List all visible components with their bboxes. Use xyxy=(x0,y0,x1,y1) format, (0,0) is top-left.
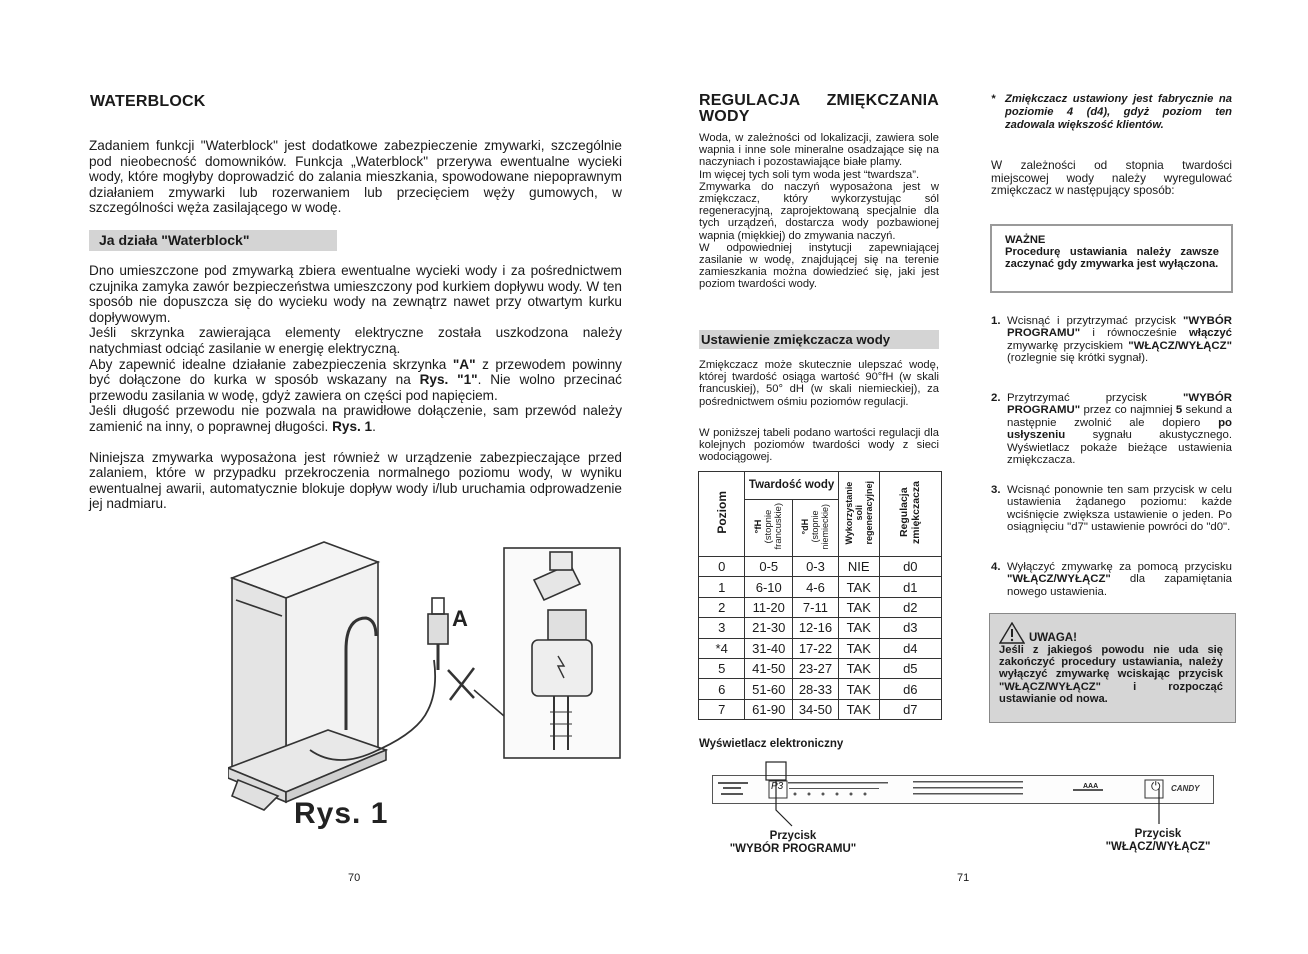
cell-dh: 17-22 xyxy=(793,638,839,658)
th-fh: °fH (stopnie francuskie) xyxy=(745,500,793,557)
table-row xyxy=(699,557,942,577)
th-regulacja: Regulacja zmiękczacza xyxy=(879,472,941,557)
callout-lines xyxy=(700,758,1220,838)
page-number-left: 70 xyxy=(348,872,361,884)
step-text-part: dla zapamiętania nowego ustawienia. xyxy=(1007,573,1232,598)
waterblock-title: WATERBLOCK xyxy=(90,93,206,110)
cell-fh: 21-30 xyxy=(745,618,793,638)
label-power-button xyxy=(1098,828,1218,853)
step-text xyxy=(1007,315,1232,365)
cell-fh: 0-5 xyxy=(745,557,793,577)
step-text-part: "WYBÓR PROGRAMU" xyxy=(1007,392,1232,417)
cell-level: *4 xyxy=(699,638,745,658)
cell-dh: 23-27 xyxy=(793,658,839,678)
cell-salt: TAK xyxy=(838,679,879,699)
cell-salt: TAK xyxy=(838,699,879,719)
softener-para-2: W poniższej tabeli podano wartości regulacji dla kolejnych poziomów twardości wody z sieci wodociągowej. xyxy=(699,427,939,464)
step-text-part: zmywarkę przyciskiem xyxy=(1007,339,1129,352)
step-text xyxy=(1007,484,1232,534)
warning-triangle-icon xyxy=(999,622,1025,644)
waterblock-subtitle: Ja działa "Waterblock" xyxy=(89,230,337,251)
power-icon[interactable]: ⏻ xyxy=(1151,779,1161,793)
cell-dh: 4-6 xyxy=(793,577,839,597)
step-text-part: Wcisnąć i przytrzymać przycisk xyxy=(1007,315,1183,327)
step-text-part: "WŁĄCZ/WYŁĄCZ" xyxy=(1128,339,1232,352)
para-3-d: Rys. "1" xyxy=(419,372,478,388)
cell-level: 0 xyxy=(699,557,745,577)
para-5: Niniejsza zmywarka wyposażona jest również w urządzenie zabezpieczające przed zalaniem, które w przypadku przekroczenia normalnego poziomu wody, w wyniku ewentualnej awarii, automatycznie blokuje dopływ wody i/lub uruchamia odprowadzenie jej nadmiaru. xyxy=(89,449,622,512)
cell-fh: 31-40 xyxy=(745,638,793,658)
label-program-button xyxy=(720,830,866,855)
cell-salt: NIE xyxy=(838,557,879,577)
step-text-part: Wcisnąć ponownie ten sam przycisk w celu ustawienia żądanego poziomu: każde wciśnięcie zwiększa ustawienie o jeden. Po osiągnięciu "d7" ustawienie powróci do "d0". xyxy=(1007,484,1232,534)
step-text-part: po usłyszeniu xyxy=(1007,416,1232,442)
para-3-a: Aby zapewnić idealne działanie zabezpieczenia skrzynka xyxy=(89,356,453,372)
dishwasher-waterblock-illustration xyxy=(228,540,648,840)
intro-4: W odpowiedniej instytucji zapewniającej zasilanie w wodę, znajdującej się na terenie zamieszkania można dowiedzieć się, jaki jest poziom twardości wody. xyxy=(699,241,939,291)
table-row xyxy=(699,618,942,638)
para-1: Dno umieszczone pod zmywarką zbiera ewentualne wycieki wody i za pośrednictwem czujnika zamyka zawór bezpieczeństwa umieszczony pod kurkiem dopływu wody. W ten sposób nie dopuszcza się do wycieku wody na zewnątrz nawet przy otwartym kurku dopływowym. xyxy=(89,263,622,325)
cell-dh: 34-50 xyxy=(793,699,839,719)
table-row xyxy=(699,597,942,617)
warning-box xyxy=(989,613,1236,723)
cell-dh: 28-33 xyxy=(793,679,839,699)
step-text xyxy=(1007,561,1232,598)
display-code: P3 xyxy=(771,781,784,792)
important-box xyxy=(990,224,1233,293)
table-row xyxy=(699,658,942,678)
waterblock-intro: Zadaniem funkcji "Waterblock" jest dodatkowe zabezpieczenie zmywarki, szczególnie pod nieobecność domowników. Funkcja „Waterblock" przerywa ewentualne wycieki wody, które mogłyby doprowadzić do zalania mieszkania, spowodowane niepoprawnym działaniem zmywarki lub rozerwaniem lub przecięciem węży gumowych, w szczególności węża zasilającego w wodę. xyxy=(89,138,622,216)
cell-fh: 51-60 xyxy=(745,679,793,699)
step-text-part: sygnału akustycznego. Wyświetlacz pokaże bieżące ustawienia zmiękczacza. xyxy=(1007,429,1232,467)
th-sol: Wykorzystanie soli regeneracyjnej xyxy=(838,472,879,557)
step-text-part: przez co najmniej xyxy=(1080,404,1176,417)
step-text-part: Przytrzymać przycisk xyxy=(1007,392,1183,404)
step-text-part: i równocześnie xyxy=(1080,327,1189,340)
cell-fh: 6-10 xyxy=(745,577,793,597)
cell-dh: 0-3 xyxy=(793,557,839,577)
warning-title: UWAGA! xyxy=(1029,632,1077,644)
cell-reg: d1 xyxy=(879,577,941,597)
label-power-button-line-2: "WŁĄCZ/WYŁĄCZ" xyxy=(1105,840,1211,853)
warning-text: Jeśli z jakiegoś powodu nie uda się zakończyć procedury ustawiania, należy wyłączyć zmywarkę wciskając przycisk "WŁĄCZ/WYŁĄCZ" i rozpocząć ustawianie od nowa. xyxy=(999,644,1223,705)
para-3 xyxy=(89,357,622,404)
para-3-c: z przewodem powinny być dołączone do kurka w sposób wskazany na xyxy=(89,356,622,388)
cell-reg: d3 xyxy=(879,618,941,638)
th-twardosc: Twardość wody xyxy=(745,472,838,500)
th-poziom: Poziom xyxy=(699,472,745,557)
intro-3: Zmywarka do naczyń wyposażona jest w zmiękczacz, który wykorzystując sól regeneracyjną, zaprojektowaną specjalnie dla tych urządzeń, dostarcza wody pozbawionej wapnia (miękkiej) do zmywania naczyń. xyxy=(699,180,939,242)
step-number: 4. xyxy=(991,561,1001,573)
cell-level: 3 xyxy=(699,618,745,638)
para-3-e: . Nie wolno przecinać przewodu zasilania w wodę, gdyż zawiera on części pod napięciem. xyxy=(89,372,622,403)
cell-fh: 61-90 xyxy=(745,699,793,719)
hardness-table xyxy=(698,471,942,720)
label-program-button-line-1: Przycisk xyxy=(769,830,817,842)
brand-logo: CANDY xyxy=(1171,784,1200,793)
cell-reg: d0 xyxy=(879,557,941,577)
cell-reg: d4 xyxy=(879,638,941,658)
step-text-part: (rozlegnie się krótki sygnał). xyxy=(1007,352,1149,365)
cell-reg: d6 xyxy=(879,679,941,699)
waterblock-body xyxy=(89,263,622,512)
cell-reg: d7 xyxy=(879,699,941,719)
cell-salt: TAK xyxy=(838,658,879,678)
cell-dh: 12-16 xyxy=(793,618,839,638)
softener-subtitle: Ustawienie zmiękczacza wody xyxy=(699,330,939,349)
cell-level: 6 xyxy=(699,679,745,699)
cell-fh: 11-20 xyxy=(745,597,793,617)
th-dh: °dH (stopnie niemieckie) xyxy=(793,500,839,557)
display-heading: Wyświetlacz elektroniczny xyxy=(699,738,844,750)
cell-level: 5 xyxy=(699,658,745,678)
step-3 xyxy=(991,484,1232,534)
step-text-part: sekund a następnie zwolnić ale dopiero xyxy=(1007,404,1232,429)
softener-title: REGULACJA ZMIĘKCZANIA WODY xyxy=(699,92,939,125)
para-4-a: Jeśli długość przewodu nie pozwala na prawidłowe dołączenie, sam przewód należy zamienić na inny, o poprawnej długości. xyxy=(89,403,622,434)
dependency-text: W zależności od stopnia twardości miejscowej wody należy wyregulować zmiękczacz w następujący sposób: xyxy=(991,158,1232,198)
figure-label-a: A xyxy=(452,606,468,631)
energy-label: AAA xyxy=(1083,783,1099,790)
step-number: 3. xyxy=(991,484,1001,496)
step-text xyxy=(1007,392,1232,466)
label-program-button-line-2: "WYBÓR PROGRAMU" xyxy=(729,842,857,855)
footnote-star: * xyxy=(991,93,996,105)
step-text-part: "WŁĄCZ/WYŁĄCZ" xyxy=(1007,573,1111,586)
cell-salt: TAK xyxy=(838,577,879,597)
step-4 xyxy=(991,561,1232,598)
important-text: Procedurę ustawiania należy zawsze zaczynać gdy zmywarka jest wyłączona. xyxy=(1005,246,1219,270)
cell-reg: d2 xyxy=(879,597,941,617)
step-text-part: "WYBÓR PROGRAMU" xyxy=(1007,315,1232,340)
cell-dh: 7-11 xyxy=(793,597,839,617)
cell-salt: TAK xyxy=(838,597,879,617)
cell-reg: d5 xyxy=(879,658,941,678)
cell-level: 7 xyxy=(699,699,745,719)
footnote-text: Zmiękczacz ustawiony jest fabrycznie na poziomie 4 (d4), gdyż poziom ten zadowala większość klientów. xyxy=(1005,93,1232,131)
page-number-right: 71 xyxy=(957,872,970,884)
step-1 xyxy=(991,315,1232,365)
table-row xyxy=(699,679,942,699)
important-title: WAŻNE xyxy=(1005,234,1046,246)
softener-intro xyxy=(699,132,939,291)
step-text-part: włączyć xyxy=(1188,327,1232,340)
cell-level: 1 xyxy=(699,577,745,597)
step-text-part: Wyłączyć zmywarkę za pomocą przycisku xyxy=(1007,561,1232,573)
step-2 xyxy=(991,392,1232,466)
cell-fh: 41-50 xyxy=(745,658,793,678)
step-text-part: 5 xyxy=(1175,404,1183,417)
para-4-c: . xyxy=(372,418,376,434)
table-row xyxy=(699,638,942,658)
figure-caption: Rys. 1 xyxy=(294,797,389,830)
cell-salt: TAK xyxy=(838,618,879,638)
para-4-b: Rys. 1 xyxy=(332,418,373,434)
table-row xyxy=(699,577,942,597)
para-4 xyxy=(89,403,622,434)
cell-salt: TAK xyxy=(838,638,879,658)
softener-para-1: Zmiękczacz może skutecznie ulepszać wodę, której twardość osiąga wartość 90°fH (w skali francuskiej), 50° dH (w skali niemieckiej), za pośrednictwem ośmiu poziomów regulacji. xyxy=(699,359,939,408)
table-row xyxy=(699,699,942,719)
intro-2: Im więcej tych soli tym woda jest “twardsza”. xyxy=(699,168,920,181)
step-number: 2. xyxy=(991,392,1001,404)
label-power-button-line-1: Przycisk xyxy=(1134,828,1182,840)
intro-1: Woda, w zależności od lokalizacji, zawiera sole wapnia i inne sole mineralne osadzające się na naczyniach i pozostawiające białe plamy. xyxy=(699,132,939,169)
para-2: Jeśli skrzynka zawierająca elementy elektryczne została uszkodzona należy natychmiast odciąć zasilanie w energię elektryczną. xyxy=(89,325,622,356)
step-number: 1. xyxy=(991,315,1001,327)
cell-level: 2 xyxy=(699,597,745,617)
para-3-b: "A" xyxy=(452,356,476,372)
